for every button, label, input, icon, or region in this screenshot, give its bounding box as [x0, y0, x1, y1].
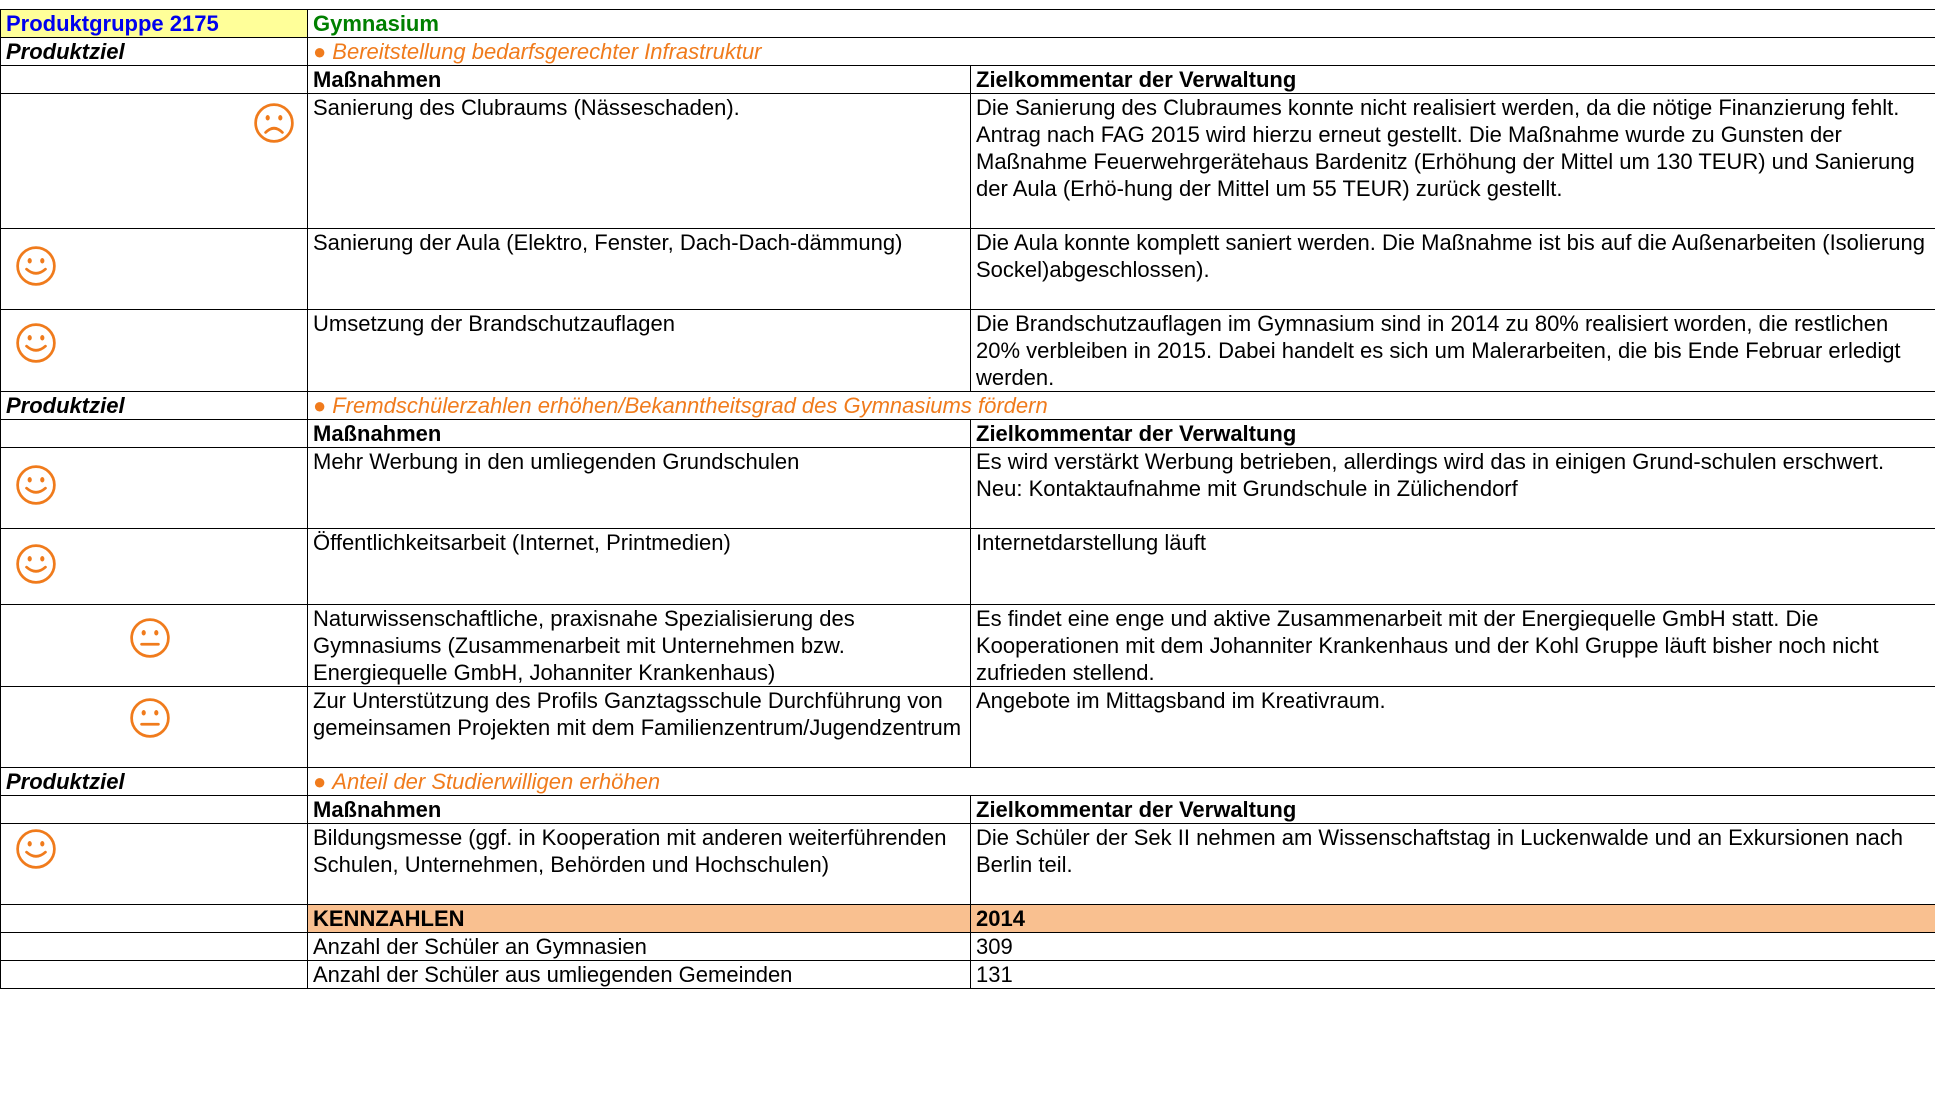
kennzahl-row	[1, 933, 1935, 961]
status-cell	[1, 687, 308, 768]
measure-text: Naturwissenschaftliche, praxisnahe Spezialisierung des Gymnasiums (Zusammenarbeit mit Unternehmen bzw. Energiequelle GmbH, Johanniter Krankenhaus)	[308, 605, 971, 687]
comment-text: Angebote im Mittagsband im Kreativraum.	[971, 687, 1935, 768]
comment-text: Die Brandschutzauflagen im Gymnasium sind in 2014 zu 80% realisiert worden, die restlichen 20% verbleiben in 2015. Dabei handelt es sich um Malerarbeiten, die bis Ende Februar erledigt werden.	[971, 310, 1935, 392]
measures-header: Maßnahmen	[308, 796, 971, 824]
kennzahl-value: 131	[971, 961, 1935, 989]
product-group-name: Gymnasium	[308, 10, 1935, 38]
neutral-face-icon	[129, 697, 171, 739]
column-header-row	[1, 796, 1935, 824]
comment-text: Die Sanierung des Clubraumes konnte nicht realisiert werden, da die nötige Finanzierung fehlt. Antrag nach FAG 2015 wird hierzu erneut gestellt. Die Maßnahme wurde zu Gunsten der Maßnahme Feuerwehrgerätehaus Bardenitz (Erhöhung der Mittel um 130 TEUR) und Sanierung der Aula (Erhö-hung der Mittel um 55 TEUR) zurück gestellt.	[971, 94, 1935, 229]
measure-row	[1, 687, 1935, 768]
goal-row	[1, 768, 1935, 796]
product-group-header-row	[1, 10, 1935, 38]
column-header-row	[1, 420, 1935, 448]
kennzahl-label: Anzahl der Schüler aus umliegenden Gemeinden	[308, 961, 971, 989]
measure-row	[1, 94, 1935, 229]
status-cell	[1, 229, 308, 310]
comment-header: Zielkommentar der Verwaltung	[971, 66, 1935, 94]
product-group-table	[0, 9, 1935, 989]
measure-text: Mehr Werbung in den umliegenden Grundschulen	[308, 448, 971, 529]
comment-text: Die Schüler der Sek II nehmen am Wissenschaftstag in Luckenwalde und an Exkursionen nach Berlin teil.	[971, 824, 1935, 905]
goal-label: Produktziel	[1, 392, 308, 420]
goal-text-cell	[308, 392, 1935, 420]
goal-text: Fremdschülerzahlen erhöhen/Bekanntheitsgrad des Gymnasiums fördern	[332, 393, 1048, 418]
happy-face-icon	[15, 322, 57, 364]
comment-text: Es wird verstärkt Werbung betrieben, allerdings wird das in einigen Grund-schulen erschwert. Neu: Kontaktaufnahme mit Grundschule in Zülichendorf	[971, 448, 1935, 529]
measure-row	[1, 229, 1935, 310]
comment-text: Internetdarstellung läuft	[971, 529, 1935, 605]
goal-row	[1, 392, 1935, 420]
column-header-row	[1, 66, 1935, 94]
measure-text: Öffentlichkeitsarbeit (Internet, Printmedien)	[308, 529, 971, 605]
goal-text-cell	[308, 38, 1935, 66]
measure-text: Zur Unterstützung des Profils Ganztagsschule Durchführung von gemeinsamen Projekten mit dem Familienzentrum/Jugendzentrum	[308, 687, 971, 768]
comment-text: Die Aula konnte komplett saniert werden. Die Maßnahme ist bis auf die Außenarbeiten (Isolierung Sockel)abgeschlossen).	[971, 229, 1935, 310]
bullet-dot-icon: ●	[313, 39, 327, 64]
measure-text: Sanierung der Aula (Elektro, Fenster, Dach-Dach-dämmung)	[308, 229, 971, 310]
comment-header: Zielkommentar der Verwaltung	[971, 420, 1935, 448]
kennzahlen-header-row	[1, 905, 1935, 933]
goal-row	[1, 38, 1935, 66]
measures-header: Maßnahmen	[308, 66, 971, 94]
neutral-face-icon	[129, 617, 171, 659]
goal-label: Produktziel	[1, 768, 308, 796]
measure-text: Sanierung des Clubraums (Nässeschaden).	[308, 94, 971, 229]
status-cell	[1, 529, 308, 605]
measure-text: Bildungsmesse (ggf. in Kooperation mit anderen weiterführenden Schulen, Unternehmen, Behörden und Hochschulen)	[308, 824, 971, 905]
kennzahl-label: Anzahl der Schüler an Gymnasien	[308, 933, 971, 961]
status-cell	[1, 448, 308, 529]
measure-row	[1, 529, 1935, 605]
kennzahlen-year: 2014	[971, 905, 1935, 933]
goal-text: Bereitstellung bedarfsgerechter Infrastruktur	[332, 39, 762, 64]
kennzahlen-label: KENNZAHLEN	[308, 905, 971, 933]
bullet-dot-icon: ●	[313, 769, 327, 794]
product-group-label: Produktgruppe 2175	[1, 10, 308, 38]
happy-face-icon	[15, 464, 57, 506]
sad-face-icon	[253, 102, 295, 144]
kennzahl-value: 309	[971, 933, 1935, 961]
goal-text-cell	[308, 768, 1935, 796]
measures-header: Maßnahmen	[308, 420, 971, 448]
happy-face-icon	[15, 828, 57, 870]
comment-text: Es findet eine enge und aktive Zusammenarbeit mit der Energiequelle GmbH statt. Die Kooperationen mit dem Johanniter Krankenhaus und der Kohl Gruppe läuft bisher noch nicht zufrieden stellend.	[971, 605, 1935, 687]
measure-text: Umsetzung der Brandschutzauflagen	[308, 310, 971, 392]
status-cell	[1, 824, 308, 905]
measure-row	[1, 310, 1935, 392]
happy-face-icon	[15, 245, 57, 287]
status-cell	[1, 605, 308, 687]
measure-row	[1, 824, 1935, 905]
goal-text: Anteil der Studierwilligen erhöhen	[332, 769, 661, 794]
measure-row	[1, 605, 1935, 687]
goal-label: Produktziel	[1, 38, 308, 66]
comment-header: Zielkommentar der Verwaltung	[971, 796, 1935, 824]
status-cell	[1, 94, 308, 229]
measure-row	[1, 448, 1935, 529]
kennzahl-row	[1, 961, 1935, 989]
bullet-dot-icon: ●	[313, 393, 327, 418]
happy-face-icon	[15, 543, 57, 585]
status-cell	[1, 310, 308, 392]
